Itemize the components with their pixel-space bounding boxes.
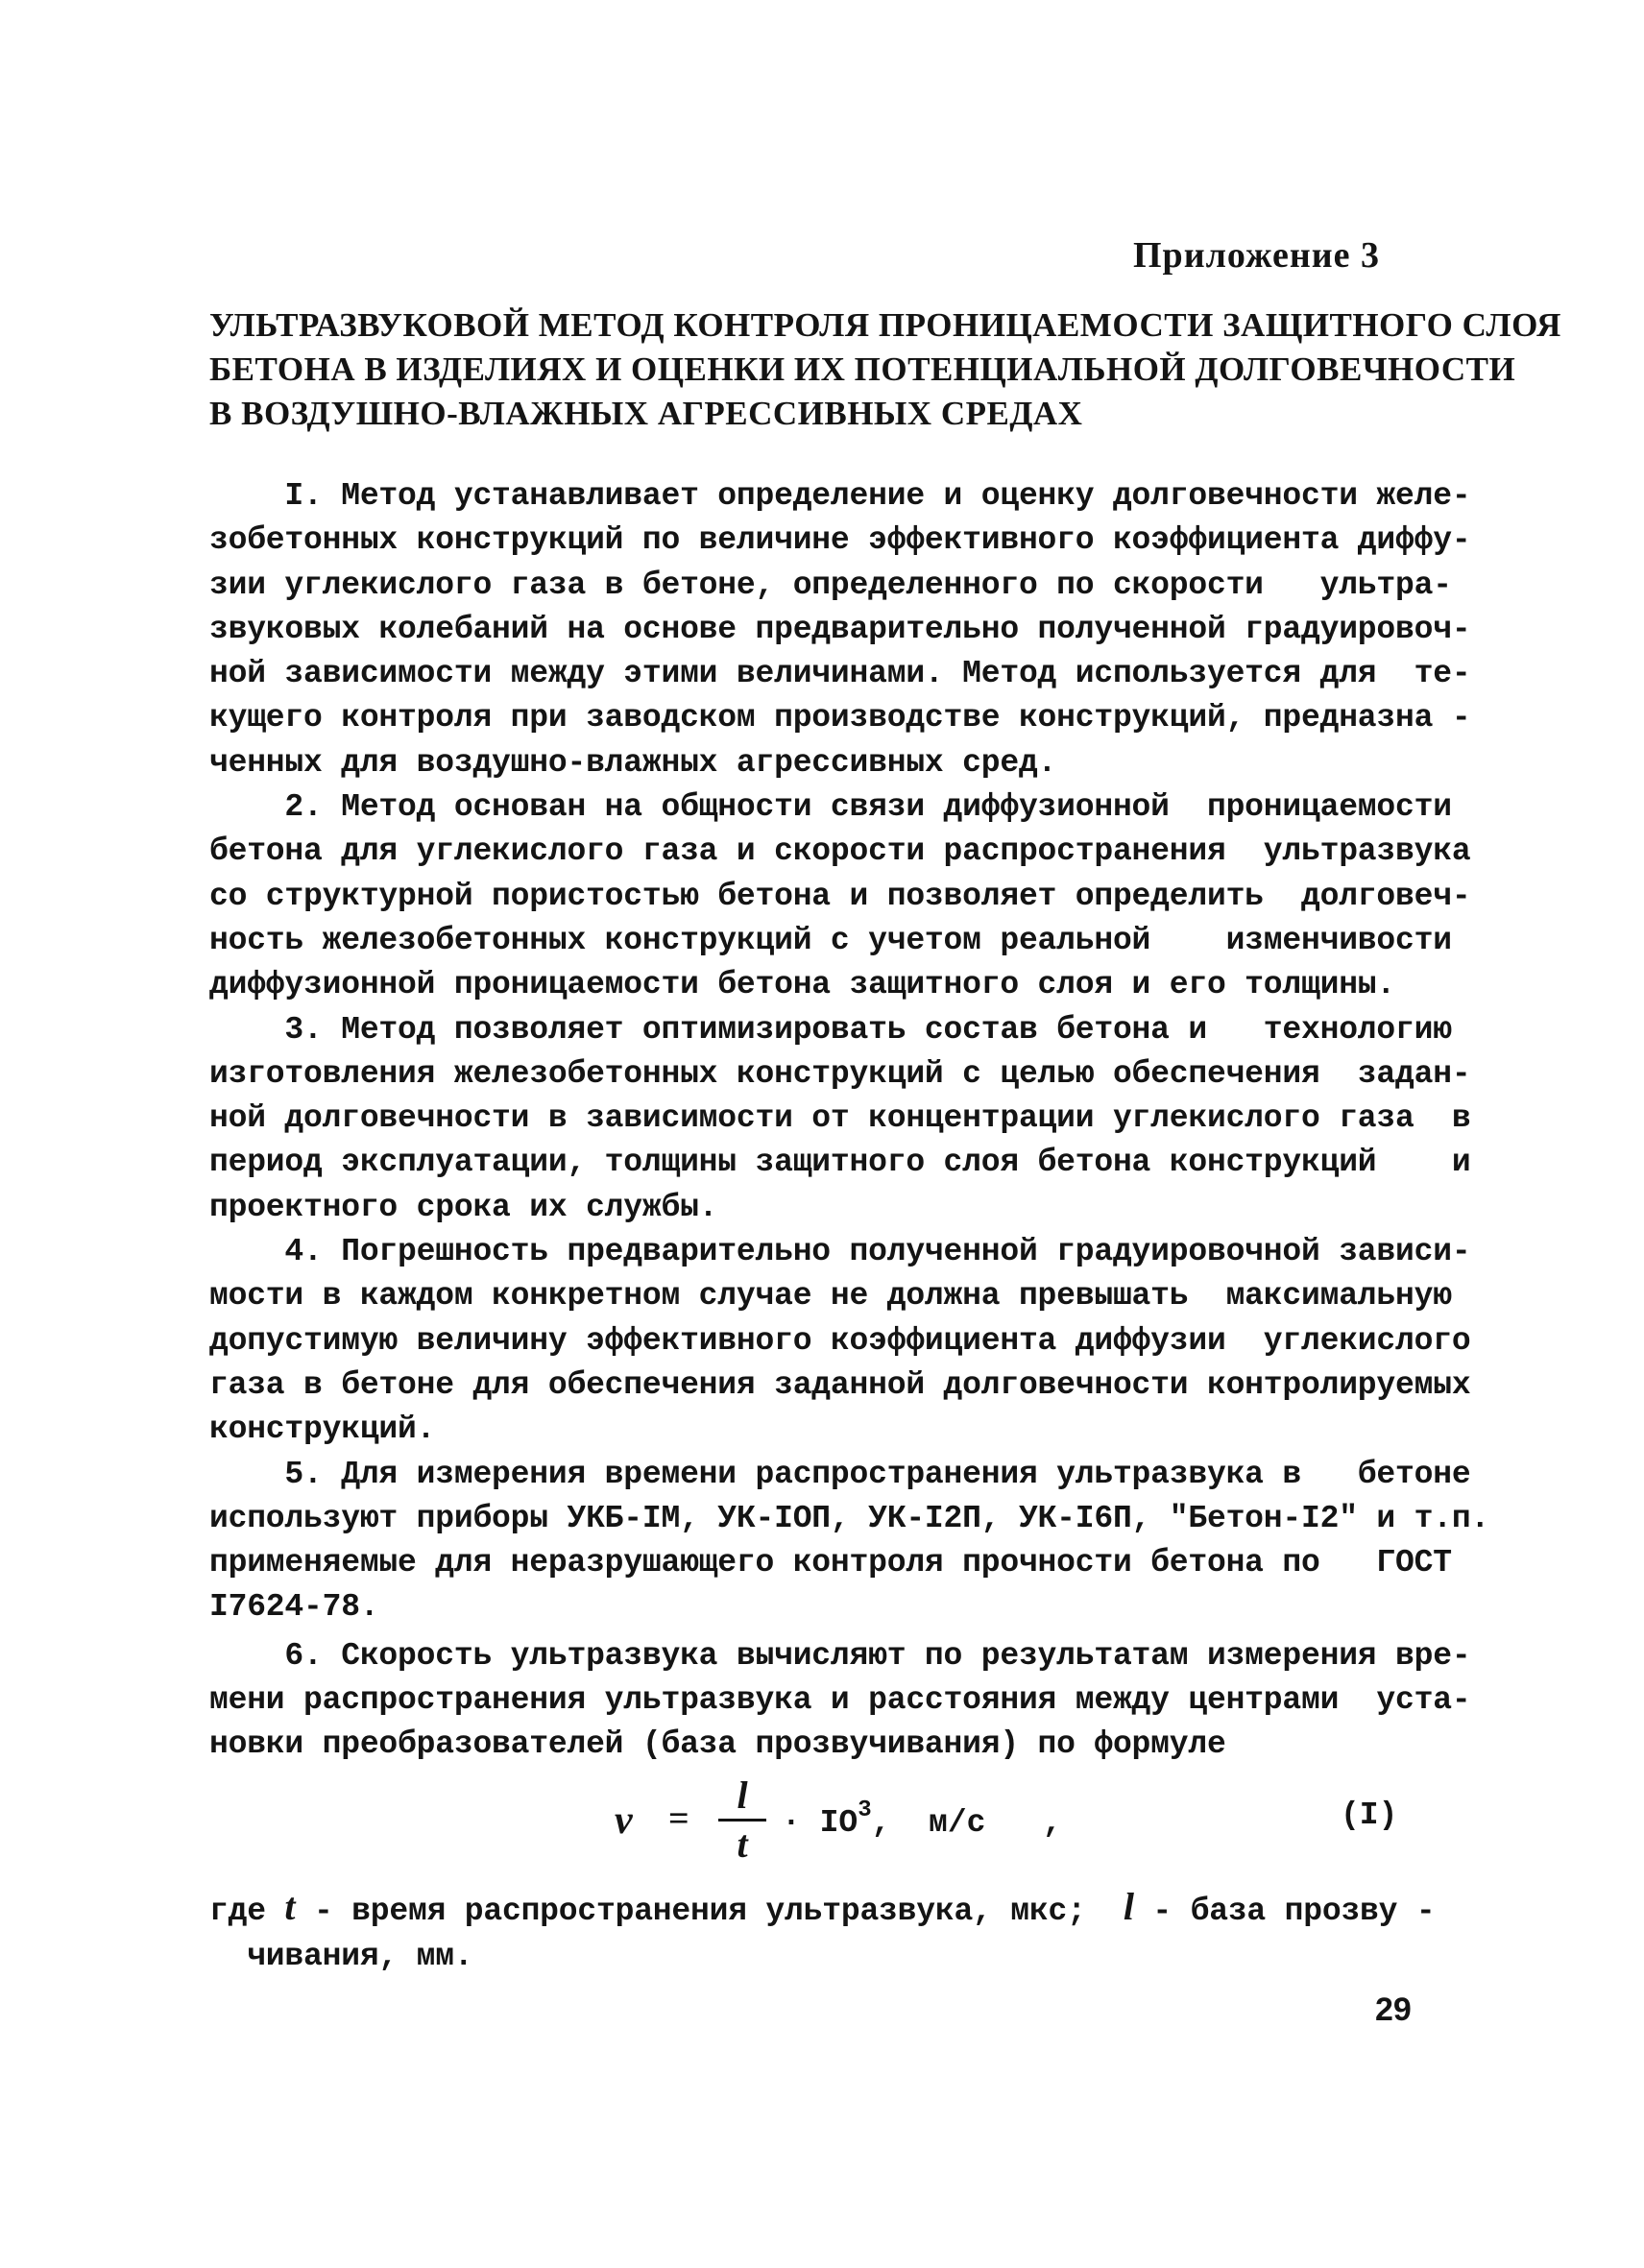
text-line: кущего контроля при заводском производстве конструкций, предназна - bbox=[209, 700, 1471, 736]
text-line: 2. Метод основан на общности связи диффузионной проницаемости bbox=[209, 789, 1452, 826]
formula-legend bbox=[209, 1882, 1458, 1982]
formula-units: , м/с , bbox=[871, 1805, 1062, 1841]
text-line: мени распространения ультразвука и расстояния между центрами уста- bbox=[209, 1682, 1471, 1719]
text-line: газа в бетоне для обеспечения заданной долговечности контролируемых bbox=[209, 1366, 1471, 1403]
text-line: конструкций. bbox=[209, 1411, 436, 1448]
formula-rest bbox=[782, 1798, 1062, 1841]
formula-numerator: l bbox=[737, 1773, 748, 1817]
formula-velocity-symbol: v bbox=[615, 1798, 633, 1843]
text-line: I. Метод устанавливает определение и оценку долговечности желе- bbox=[209, 478, 1471, 514]
text-line: ной долговечности в зависимости от концентрации углекислого газа в bbox=[209, 1100, 1471, 1137]
title-line-2: БЕТОНА В ИЗДЕЛИЯХ И ОЦЕНКИ ИХ ПОТЕНЦИАЛЬНОЙ ДОЛГОВЕЧНОСТИ bbox=[209, 350, 1516, 388]
text-line: I7624-78. bbox=[209, 1589, 379, 1626]
text-line: применяемые для неразрушающего контроля прочности бетона по ГОСТ bbox=[209, 1545, 1452, 1581]
page-number: 29 bbox=[1375, 1991, 1412, 2028]
text-line: 4. Погрешность предварительно полученной градуировочной зависи- bbox=[209, 1234, 1471, 1270]
paragraph-2 bbox=[209, 785, 1471, 1007]
text-line: 3. Метод позволяет оптимизировать состав бетона и технологию bbox=[209, 1011, 1452, 1048]
legend-where: где bbox=[209, 1894, 266, 1929]
legend-l-description: - база прозву - bbox=[1133, 1894, 1436, 1929]
title-line-3: В ВОЗДУШНО-ВЛАЖНЫХ АГРЕССИВНЫХ СРЕДАХ bbox=[209, 395, 1083, 432]
paragraph-5 bbox=[209, 1453, 1490, 1630]
text-line: бетона для углекислого газа и скорости распространения ультразвука bbox=[209, 833, 1471, 870]
legend-line-1 bbox=[209, 1882, 1458, 1932]
title-line-1: УЛЬТРАЗВУКОВОЙ МЕТОД КОНТРОЛЯ ПРОНИЦАЕМОСТИ ЗАЩИТНОГО СЛОЯ bbox=[209, 306, 1561, 344]
text-line: ной зависимости между этими величинами. Метод используется для те- bbox=[209, 656, 1471, 692]
text-line: 5. Для измерения времени распространения ультразвука в бетоне bbox=[209, 1456, 1471, 1492]
legend-line-2: чивания, мм. bbox=[209, 1939, 473, 1974]
text-line: ность железобетонных конструкций с учетом реальной изменчивости bbox=[209, 922, 1452, 958]
text-line: 6. Скорость ультразвука вычисляют по результатам измерения вре- bbox=[209, 1637, 1471, 1674]
legend-t-symbol: t bbox=[284, 1885, 296, 1928]
body-text bbox=[209, 474, 1490, 1768]
fraction-bar bbox=[718, 1819, 766, 1822]
text-line: проектного срока их службы. bbox=[209, 1189, 718, 1225]
formula-denominator: t bbox=[737, 1822, 748, 1866]
text-line: изготовления железобетонных конструкций с целью обеспечения задан- bbox=[209, 1055, 1471, 1092]
paragraph-4 bbox=[209, 1230, 1471, 1452]
document-title bbox=[209, 303, 1561, 436]
appendix-label: Приложение 3 bbox=[1133, 235, 1381, 276]
text-line: зобетонных конструкций по величине эффективного коэффициента диффу- bbox=[209, 522, 1471, 559]
text-line: ченных для воздушно-влажных агрессивных сред. bbox=[209, 744, 1057, 781]
text-line: звуковых колебаний на основе предварительно полученной градуировоч- bbox=[209, 611, 1471, 647]
formula-fraction bbox=[718, 1774, 766, 1866]
paragraph-6 bbox=[209, 1634, 1471, 1768]
text-line: зии углекислого газа в бетоне, определенного по скорости ультра- bbox=[209, 567, 1452, 603]
velocity-formula bbox=[605, 1774, 1431, 1870]
formula-equals: = bbox=[668, 1798, 689, 1839]
legend-l-symbol: l bbox=[1123, 1885, 1134, 1928]
formula-multiplier: · IO bbox=[782, 1805, 858, 1841]
text-line: допустимую величину эффективного коэффициента диффузии углекислого bbox=[209, 1322, 1471, 1359]
text-line: используют приборы УКБ-IМ, УК-IОП, УК-I2П, УК-I6П, "Бетон-I2" и т.п. bbox=[209, 1500, 1490, 1536]
text-line: новки преобразователей (база прозвучивания) по формуле bbox=[209, 1726, 1226, 1763]
formula-exponent: 3 bbox=[858, 1798, 872, 1823]
text-line: мости в каждом конкретном случае не должна превышать максимальную bbox=[209, 1278, 1452, 1315]
paragraph-3 bbox=[209, 1008, 1471, 1230]
text-line: диффузионной проницаемости бетона защитного слоя и его толщины. bbox=[209, 967, 1396, 1003]
text-line: период эксплуатации, толщины защитного слоя бетона конструкций и bbox=[209, 1145, 1471, 1181]
equation-number: (I) bbox=[1341, 1798, 1398, 1833]
legend-t-description: - время распространения ультразвука, мкс; bbox=[295, 1894, 1124, 1929]
paragraph-1 bbox=[209, 474, 1471, 785]
text-line: со структурной пористостью бетона и позволяет определить долговеч- bbox=[209, 878, 1471, 914]
